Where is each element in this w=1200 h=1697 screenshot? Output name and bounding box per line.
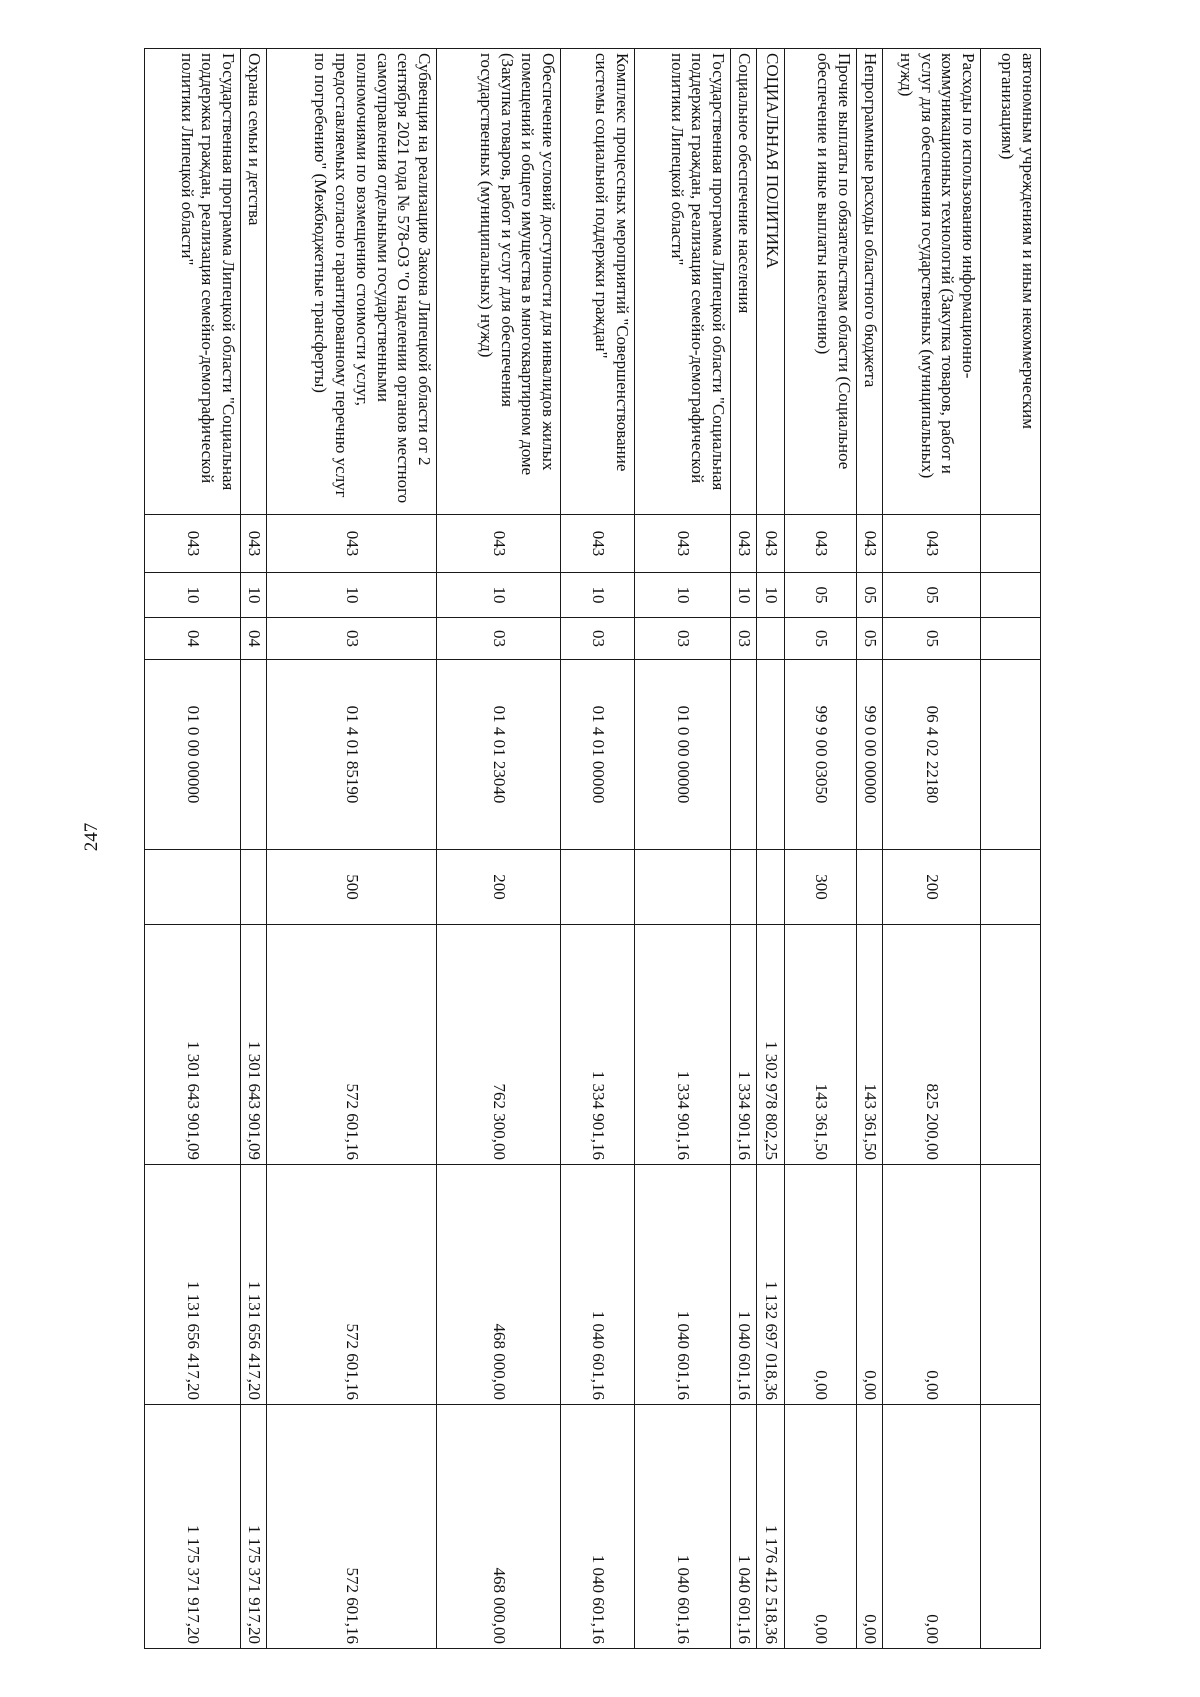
cell-pr: 04 (241, 618, 267, 660)
cell-vr: 200 (883, 850, 981, 925)
cell-csr: 01 4 01 23040 (437, 660, 561, 850)
cell-rz: 10 (241, 573, 267, 618)
table-row (437, 49, 561, 1649)
table-row (267, 49, 437, 1649)
table-row (731, 49, 757, 1649)
cell-sum-1: 1 302 978 802,25 (757, 925, 785, 1165)
cell-pr: 03 (267, 618, 437, 660)
cell-csr (757, 660, 785, 850)
cell-sum-3: 1 175 371 917,20 (241, 1405, 267, 1649)
cell-sum-1: 1 334 901,16 (635, 925, 731, 1165)
cell-sum-1: 572 601,16 (267, 925, 437, 1165)
table-row (785, 49, 857, 1649)
table-row (145, 49, 241, 1649)
cell-csr: 01 0 00 00000 (635, 660, 731, 850)
cell-pr: 05 (785, 618, 857, 660)
table-row (561, 49, 635, 1649)
cell-csr: 01 4 01 85190 (267, 660, 437, 850)
cell-rz: 10 (561, 573, 635, 618)
cell-sum-1: 1 334 901,16 (561, 925, 635, 1165)
rotated-page (112, 48, 1041, 1648)
cell-sum-1: 1 301 643 901,09 (241, 925, 267, 1165)
cell-ved: 043 (145, 515, 241, 573)
cell-rz: 10 (145, 573, 241, 618)
cell-sum-1: 825 200,00 (883, 925, 981, 1165)
cell-sum-2: 1 131 656 417,20 (145, 1165, 241, 1405)
cell-sum-3: 0,00 (857, 1405, 883, 1649)
cell-pr (981, 618, 1041, 660)
cell-csr (731, 660, 757, 850)
cell-rz: 10 (731, 573, 757, 618)
cell-ved: 043 (241, 515, 267, 573)
cell-sum-2: 0,00 (883, 1165, 981, 1405)
cell-csr (241, 660, 267, 850)
cell-rz: 05 (857, 573, 883, 618)
cell-sum-1: 1 301 643 901,09 (145, 925, 241, 1165)
cell-name: СОЦИАЛЬНАЯ ПОЛИТИКА (757, 49, 785, 515)
cell-vr (241, 850, 267, 925)
cell-vr (635, 850, 731, 925)
cell-vr: 200 (437, 850, 561, 925)
budget-table (144, 48, 1041, 1649)
cell-pr: 04 (145, 618, 241, 660)
cell-sum-2: 0,00 (785, 1165, 857, 1405)
cell-sum-1 (981, 925, 1041, 1165)
cell-csr: 01 4 01 00000 (561, 660, 635, 850)
cell-rz: 05 (785, 573, 857, 618)
table-row (241, 49, 267, 1649)
cell-ved (981, 515, 1041, 573)
cell-ved: 043 (437, 515, 561, 573)
cell-pr (757, 618, 785, 660)
cell-sum-2: 1 132 697 018,36 (757, 1165, 785, 1405)
cell-sum-1: 1 334 901,16 (731, 925, 757, 1165)
cell-vr (757, 850, 785, 925)
table-row (883, 49, 981, 1649)
cell-sum-2: 572 601,16 (267, 1165, 437, 1405)
cell-sum-3: 0,00 (883, 1405, 981, 1649)
cell-sum-1: 143 361,50 (857, 925, 883, 1165)
cell-name: Государственная программа Липецкой области "Социальная поддержка граждан, реализация семейно-демографической политики Липецкой области" (635, 49, 731, 515)
cell-sum-3: 468 000,00 (437, 1405, 561, 1649)
cell-csr: 99 0 00 00000 (857, 660, 883, 850)
cell-vr: 500 (267, 850, 437, 925)
cell-pr: 03 (731, 618, 757, 660)
cell-sum-1: 143 361,50 (785, 925, 857, 1165)
cell-ved: 043 (635, 515, 731, 573)
cell-rz: 10 (757, 573, 785, 618)
cell-sum-3: 1 175 371 917,20 (145, 1405, 241, 1649)
cell-name: Государственная программа Липецкой области "Социальная поддержка граждан, реализация семейно-демографической политики Липецкой области" (145, 49, 241, 515)
cell-sum-3: 572 601,16 (267, 1405, 437, 1649)
cell-ved: 043 (267, 515, 437, 573)
cell-sum-3: 1 040 601,16 (561, 1405, 635, 1649)
cell-csr: 06 4 02 22180 (883, 660, 981, 850)
cell-name: Комплекс процессных мероприятий "Совершенствование системы социальной поддержки граждан" (561, 49, 635, 515)
cell-name: Расходы по использованию информационно-коммуникационных технологий (Закупка товаров, работ и услуг для обеспечения государственных (муниципальных) нужд) (883, 49, 981, 515)
cell-rz: 10 (267, 573, 437, 618)
cell-csr: 99 9 00 03050 (785, 660, 857, 850)
cell-sum-2: 1 131 656 417,20 (241, 1165, 267, 1405)
cell-ved: 043 (785, 515, 857, 573)
table-row (635, 49, 731, 1649)
cell-sum-3 (981, 1405, 1041, 1649)
cell-pr: 05 (883, 618, 981, 660)
cell-vr (857, 850, 883, 925)
cell-sum-2 (981, 1165, 1041, 1405)
cell-ved: 043 (883, 515, 981, 573)
cell-sum-1: 762 300,00 (437, 925, 561, 1165)
cell-vr (981, 850, 1041, 925)
cell-ved: 043 (561, 515, 635, 573)
cell-ved: 043 (857, 515, 883, 573)
table-body (145, 49, 1041, 1649)
cell-name: Непрограммные расходы областного бюджета (857, 49, 883, 515)
cell-sum-3: 1 040 601,16 (635, 1405, 731, 1649)
cell-csr (981, 660, 1041, 850)
cell-vr (731, 850, 757, 925)
table-row (857, 49, 883, 1649)
cell-sum-2: 0,00 (857, 1165, 883, 1405)
cell-sum-3: 1 176 412 518,36 (757, 1405, 785, 1649)
cell-name: Обеспечение условий доступности для инвалидов жилых помещений и общего имущества в многоквартирном доме (Закупка товаров, работ и услуг для обеспечения государственных (муниципальных) нужд) (437, 49, 561, 515)
cell-pr: 03 (437, 618, 561, 660)
cell-sum-3: 0,00 (785, 1405, 857, 1649)
cell-sum-2: 1 040 601,16 (635, 1165, 731, 1405)
cell-sum-2: 1 040 601,16 (561, 1165, 635, 1405)
cell-name: Прочие выплаты по обязательствам области (Социальное обеспечение и иные выплаты населению) (785, 49, 857, 515)
cell-vr (561, 850, 635, 925)
cell-sum-3: 1 040 601,16 (731, 1405, 757, 1649)
cell-rz: 05 (883, 573, 981, 618)
cell-rz (981, 573, 1041, 618)
cell-ved: 043 (731, 515, 757, 573)
page-number: 247 (81, 822, 102, 852)
cell-name: Субвенция на реализацию Закона Липецкой области от 2 сентября 2021 года № 578-ОЗ "О наделении органов местного самоуправления отдельными государственными полномочиями по возмещению стоимости услуг, предоставляемых согласно гарантированному перечню услуг по погребению" (Межбюджетные трансферты) (267, 49, 437, 515)
cell-name: автономным учреждениям и иным некоммерческим организациям) (981, 49, 1041, 515)
cell-name: Охрана семьи и детства (241, 49, 267, 515)
cell-rz: 10 (437, 573, 561, 618)
cell-pr: 03 (561, 618, 635, 660)
table-row (981, 49, 1041, 1649)
cell-pr: 03 (635, 618, 731, 660)
cell-rz: 10 (635, 573, 731, 618)
cell-csr: 01 0 00 00000 (145, 660, 241, 850)
cell-name: Социальное обеспечение населения (731, 49, 757, 515)
cell-pr: 05 (857, 618, 883, 660)
cell-sum-2: 468 000,00 (437, 1165, 561, 1405)
cell-vr: 300 (785, 850, 857, 925)
table-row (757, 49, 785, 1649)
cell-vr (145, 850, 241, 925)
cell-sum-2: 1 040 601,16 (731, 1165, 757, 1405)
cell-ved: 043 (757, 515, 785, 573)
